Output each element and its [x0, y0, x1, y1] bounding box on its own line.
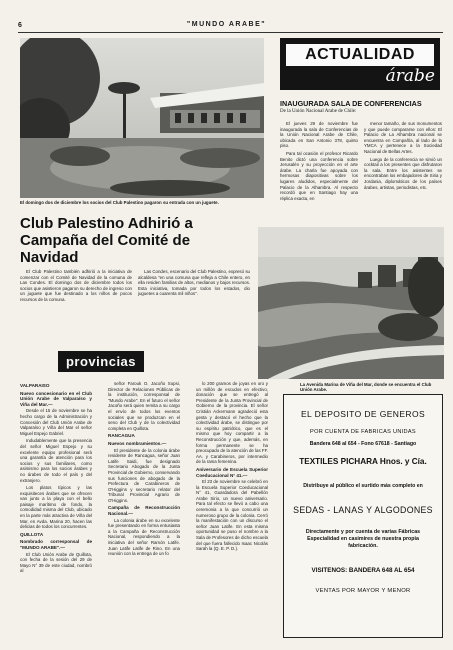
provincias-paragraph: Desde el 15 de noviembre se ha hecho cargo de la Administración y Concesión del Club Unión Arabe de Valparaíso y Viña del Mar el señor Miguel Espejo Gabriel.: [20, 408, 92, 436]
provincias-paragraph: señor Farouk O. Jacoño Sopsi, Director de Relaciones Públicas de la institución, corresponsal de "Mundo Arabe". En el futuro el señor Jacoño será quien remita a su cargo el envío de todos los eventos sociales que se produzcan en el seno del Club y de la colectividad completa en Quillota.: [108, 381, 180, 431]
provincias-paragraph: La colonia árabe en su excelente fue presentando en forma entusiasta a la Campaña de Reconstrucción Nacional, respondiendo a la iniciativa del señor Ramón Latife. Juan Latife Latife de Rino. En una reunión con la entrega de un fo: [108, 517, 180, 557]
conferencias-paragraph: El jueves 29 de noviembre fue inaugurada la sala de Conferencias de la Unión Nacional Arabe de Chile, ubicada en San Antonio 378, quinto piso.: [280, 121, 358, 149]
provincias-subhead: Campaña de Reconstrucción Nacional.—: [108, 505, 180, 517]
conferencias-col-1: [280, 121, 358, 203]
provincias-subhead: Nombrado corresponsal de "MUNDO ARABE".—: [20, 539, 92, 551]
masthead: "MUNDO ARABE": [186, 21, 267, 28]
ad-company-name: TEXTILES PICHARA Hnos. y Cía.: [299, 457, 427, 466]
conferencias-headline: INAUGURADA SALA DE CONFERENCIAS: [280, 99, 422, 108]
header-rule: [18, 32, 443, 33]
club-palestino-headline: Club Palestino Adhirió a Campaña del Comité de Navidad: [20, 215, 193, 266]
provincias-paragraph: lo 200 gramos de joyas en oro y un millón de escudos en efectivo, donación que se entregó al Presidente de la Junta Provincial de Gobierno de la provincia. El señor Cristián Ackermann agradeció esta gesta y destacó el hecho que la colectividad árabe, se distingue por su espíritu patriótico, que es el mismo que hoy compartir a la Reconstrucción y que, además, en forma permanente se ha preocupado de la atención de las FF. AA. y Carabineros, por intermedio de la rama femenina.: [196, 381, 269, 465]
provincias-col-1: [20, 381, 92, 576]
ad-sedas-lanas: SEDAS - LANAS Y ALGODONES: [293, 505, 433, 515]
provincias-title: provincias: [65, 354, 137, 369]
provincias-subhead: Nuevos nombramientos.—: [108, 440, 167, 446]
provincias-banner: [58, 351, 144, 372]
avenida-marina-image: [258, 227, 444, 379]
provincias-subhead: VALPARAISO: [20, 383, 50, 388]
conferencias-paragraph: menor tamaño, de sus monumentos y que puede compararse con ellos: El Palacio de La Alhambra nacional se encuentra en Compañía, al lado de la YMCA y pertenece a la Sociedad Nacional de Bellas Artes.: [364, 121, 442, 154]
provincias-paragraph: El Club Unión Arabe de Quillota, con fecha de la sesión del 29 de Mayo N° 39 de este ciudad, nombró al: [20, 551, 92, 574]
ad-address: Bandera 648 al 654 - Fono 67618 - Santiago: [309, 441, 417, 447]
provincias-paragraph: Indudablemente que la presencia del señor Miguel Espejo y su excelente equipo profesional será una garantía de atención para los socios y sus familiares, como asimismo para los socios árabes y no árabes de todo el país y del extranjero.: [20, 438, 92, 483]
ad-directamente: Directamente y por cuenta de varias Fábricas Especialidad en casimires de nuestra propia fabricación.: [305, 529, 421, 549]
actualidad-banner: [280, 38, 440, 90]
club-col-1: [20, 269, 132, 305]
banner-word-actualidad: ACTUALIDAD: [286, 44, 434, 66]
banner-word-arabe: árabe: [385, 66, 435, 86]
provincias-paragraph: El 23 de noviembre se celebró en la Escuela Superior Coeducacional N° 41, Guardadora del Pabellón Arabe Sirio, un nuevo aniversario. Para tal efecto se llevó a cabo una ceremonia a la que concurrió un numeroso grupo de la colonia. Cerró la manifestación con un discurso el señor Juan Latife. En esta misma oportunidad se puso el nombre a la Sala de Profesores de dicho escuela del que fuera fallecido Isaac Nicolás Sarah la (Q. E. P. D.).: [196, 479, 268, 552]
provincias-subhead: Aniversario de Escuela Superior Coeducacional N° 41.—: [196, 466, 268, 478]
ad-deposito: EL DEPOSITO DE GENEROS: [300, 409, 426, 419]
club-paragraph: El Club Palestino también adhirió a la iniciativa de comenzar con el Comité de Navidad de la comuna de Las Condes. El domingo dos de diciembre todos los socios que asistieron pagaron su derecho de ingreso con un juguete que fue destinado a los niños de pocos recursos de la comuna.: [20, 269, 132, 302]
provincias-col-2: [108, 381, 180, 559]
conferencias-col-2: [364, 121, 442, 192]
club-col-2: [138, 269, 250, 299]
provincias-subhead: QUILLOTA: [20, 531, 44, 537]
ad-por-cuenta: POR CUENTA DE FABRICAS UNIDAS: [310, 429, 416, 435]
ad-visitenos: VISITENOS: BANDERA 648 AL 654: [311, 567, 415, 574]
club-building-image: [20, 38, 264, 198]
provincias-col-3: [196, 381, 268, 554]
ad-distribuye: Distribuye al público el surtido más completo en: [303, 483, 423, 489]
club-photo: [20, 38, 264, 198]
conferencias-paragraph: Luego de la conferencia se sirvió un cocktail a los presentes que disfrutaron la sala. Entre los asistentes se encontraban los embajadores de Siria y Jordania, diplomáticos de los países árabes, artistas, periodistas, etc.: [364, 156, 442, 190]
conferencias-subhead: De la Unión Nacional Arabe de Chile:: [280, 109, 357, 114]
club-photo-caption: El domingo dos de diciembre los socios del Club Palestino pagaron su entrada con un juguete.: [20, 200, 219, 205]
provincias-subhead: RANCAGUA: [108, 433, 135, 439]
textiles-pichara-ad: [283, 394, 443, 638]
conferencias-paragraph: Para tal ocasión el profesor Ricardo Benito dictó una conferencia sobre Jerusalén y su proyección en el arte árabe. La charla fue apoyada con hermosas diapositivas sobre los lugares aludidos, especialmente del Palacio de la Alhambra. Al respecto recordó que en Santiago hay una réplica exacta, en: [280, 150, 358, 201]
avenida-photo: [258, 227, 444, 379]
provincias-subhead: Nuevo concesionario en el Club Unión Arabe de Valparaíso y Viña del Mar.—: [20, 390, 92, 407]
club-paragraph: Las Condes, escenario del Club Palestino, expresó su alcaldesa "en una comuna que refleja a Chile entero, en ella residen familias de altos, medianos y bajos recursos. Esta iniciativa, tomada por todos los estados, dio juguetes a cuarenta mil niños".: [138, 269, 250, 297]
avenida-photo-caption: La Avenida Marina de Viña del Mar, donde se encuentra el Club Unión Arabe.: [300, 382, 432, 393]
ad-ventas: VENTAS POR MAYOR Y MENOR: [315, 588, 411, 594]
provincias-paragraph: Los platos típicos y las exquisiteces árabes que se ofrecen van junto a la playa con el bello paisaje marítimo de fondo, la comodidad misma del Club, ubicado en la parte más atractiva de Viña del Mar, en Avda. Marina 20, hacen las delicias de todos los concurrentes.: [20, 485, 92, 530]
provincias-paragraph: El presidente de la colonia árabe residente de Rancagua, señor Juan Latife Saidi, fue designado Secretario Abogado de la Junta Provincial de Gobierno, conservando sus funciones de abogado de la Prefectura de Carabineros de O'Higgins y secretario relator del Tribunal Provincial Agrario de O'Higgins.: [108, 447, 180, 503]
page-number: 6: [18, 22, 22, 29]
